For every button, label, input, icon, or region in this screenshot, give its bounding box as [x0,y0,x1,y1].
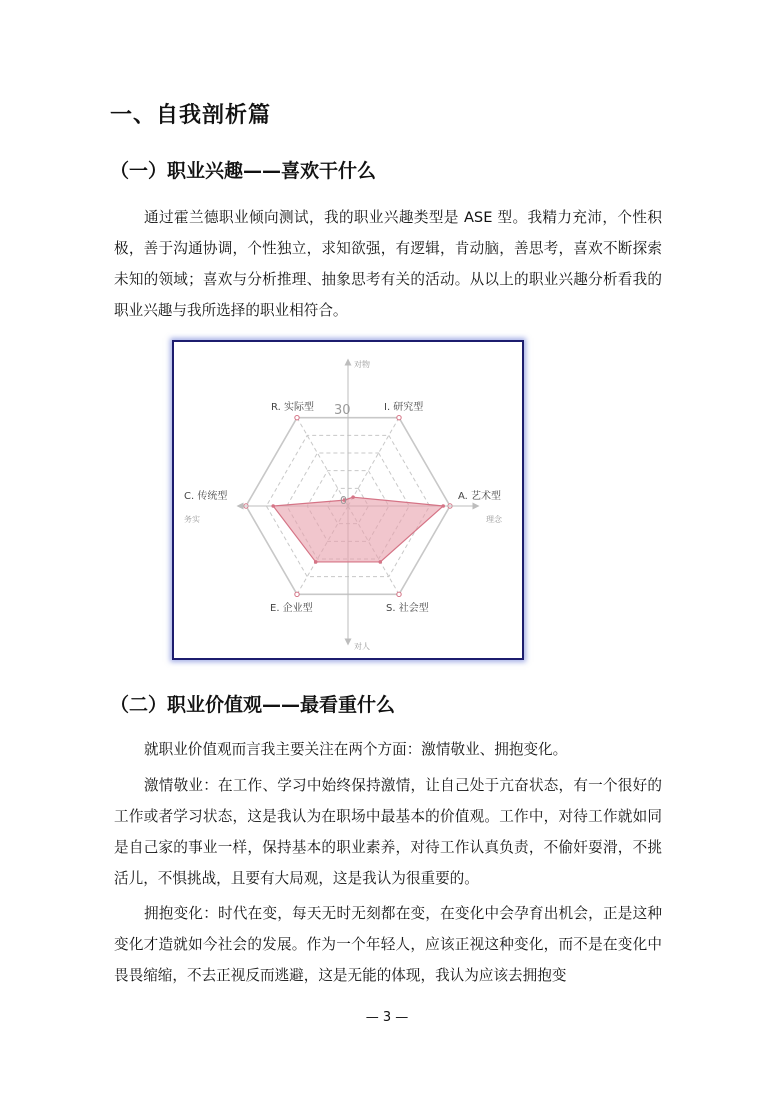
radar-data-point [271,504,275,508]
dimension-label-right: 理念 [486,515,502,524]
axis-label-r: R. 实际型 [271,402,314,413]
radar-data-point [441,504,445,508]
radar-vertex-dot [397,592,401,596]
subsection-title-values: （二）职业价值观——最看重什么 [110,694,396,716]
axis-label-c: C. 传统型 [184,491,228,502]
radar-vertex-dot [295,592,299,596]
page-number: — 3 — [365,1010,409,1025]
tick-label-max: 30 [334,403,351,418]
values-paragraph-passion: 激情敬业：在工作、学习中始终保持激情，让自己处于亢奋状态，有一个很好的工作或者学习状态，这是我认为在职场中最基本的价值观。工作中，对待工作就如同是自己家的事业一样，保持基本的职业素养，对待工作认真负责，不偷奸耍滑，不挑活儿，不惧挑战，且要有大局观，这是我认为很重要的。 [114,777,662,887]
radar-vertex-dot [397,415,401,419]
interest-paragraph: 通过霍兰德职业倾向测试，我的职业兴趣类型是 ASE 型。我精力充沛，个性积极，善于沟通协调，个性独立，求知欲强，有逻辑，肯动脑，善思考，喜欢不断探索未知的领域；喜欢与分析推理、抽象思考有关的活动。从以上的职业兴趣分析看我的职业兴趣与我所选择的职业相符合。 [114,209,662,319]
values-paragraph-change: 拥抱变化：时代在变，每天无时无刻都在变，在变化中会孕育出机会，正是这种变化才造就如今社会的发展。作为一个年轻人，应该正视这种变化，而不是在变化中畏畏缩缩，不去正视反而逃避，这是无能的体现，我认为应该去拥抱变 [114,905,662,984]
axis-label-a: A. 艺术型 [458,491,502,502]
radar-spoke [348,418,399,506]
radar-vertex-dot [295,415,299,419]
dimension-label-left: 务实 [184,515,200,524]
radar-data-point [351,495,355,499]
section-title: 一、自我剖析篇 [110,103,272,128]
radar-spoke [297,418,348,506]
dimension-label-bottom: 对人 [354,642,370,651]
axis-label-e: E. 企业型 [270,603,313,614]
dimension-label-top: 对物 [354,360,370,369]
radar-chart-frame [172,340,524,660]
radar-data-area [273,497,443,562]
subsection-title-interest: （一）职业兴趣——喜欢干什么 [110,160,377,182]
radar-data-point [314,560,318,564]
axis-label-s: S. 社会型 [386,603,429,614]
radar-chart [174,342,522,658]
values-paragraph-intro: 就职业价值观而言我主要关注在两个方面：激情敬业、拥抱变化。 [144,741,568,758]
tick-label-min: 0 [340,494,347,507]
axis-label-i: I. 研究型 [384,402,424,413]
radar-data-point [379,560,383,564]
